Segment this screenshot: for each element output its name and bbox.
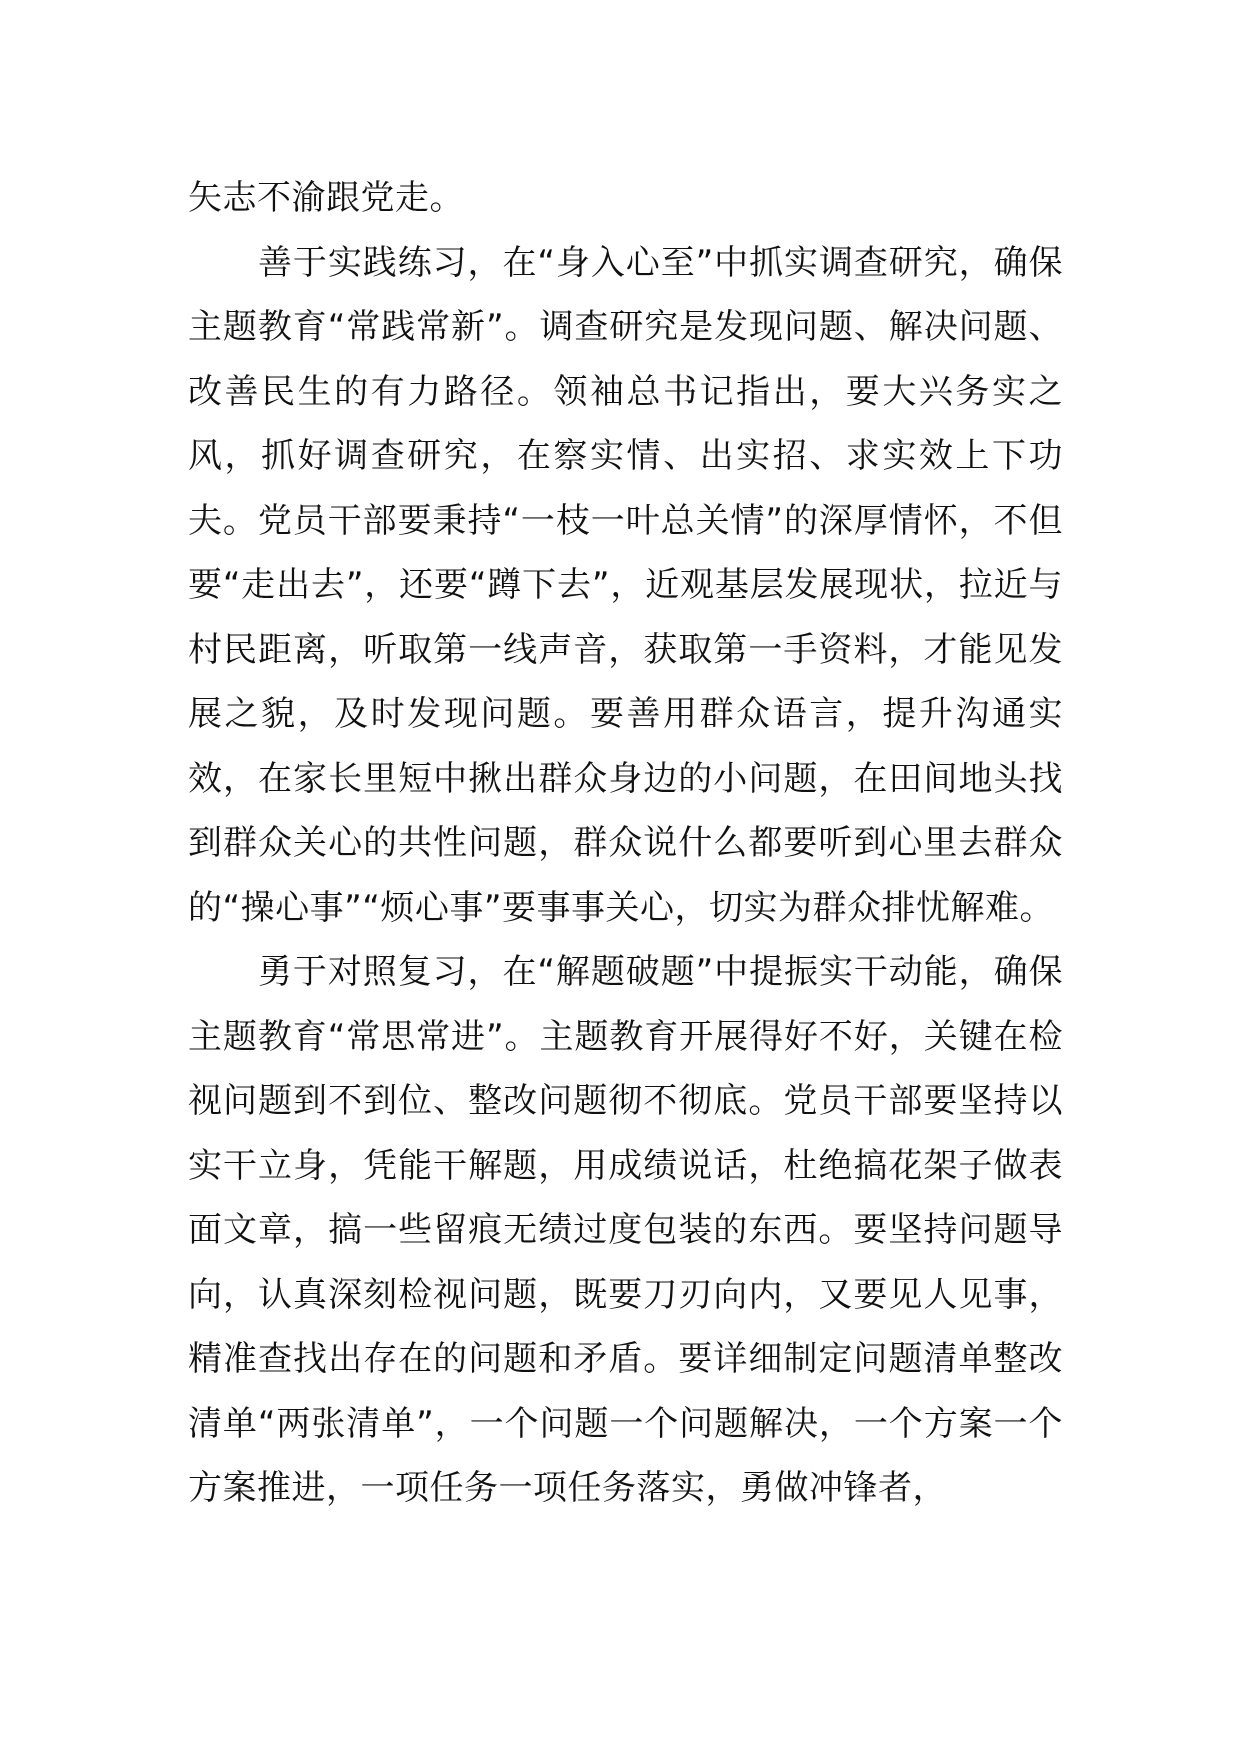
paragraph-continuation: 矢志不渝跟党走。 <box>188 178 464 218</box>
paragraph-review: 勇于对照复习，在“解题破题”中提振实干动能，确保主题教育“常思常进”。主题教育开展得好不好，关键在检视问题到不到位、整改问题彻不彻底。党员干部要坚持以实干立身，凭能干解题，用成绩说话，杜绝搞花架子做表面文章，搞一些留痕无绩过度包装的东西。要坚持问题导向，认真深刻检视问题，既要刀刃向内，又要见人见事，精准查找出存在的问题和矛盾。要详细制定问题清单整改清单“两张清单”，一个问题一个问题解决，一个方案一个方案推进，一项任务一项任务落实，勇做冲锋者， <box>188 952 1063 1508</box>
paragraph-practice: 善于实践练习，在“身入心至”中抓实调查研究，确保主题教育“常践常新”。调查研究是发现问题、解决问题、改善民生的有力路径。领袖总书记指出，要大兴务实之风，抓好调查研究，在察实情、出实招、求实效上下功夫。党员干部要秉持“一枝一叶总关情”的深厚情怀，不但要“走出去”，还要“蹲下去”，近观基层发展现状，拉近与村民距离，听取第一线声音，获取第一手资料，才能见发展之貌，及时发现问题。要善用群众语言，提升沟通实效，在家长里短中揪出群众身边的小问题，在田间地头找到群众关心的共性问题，群众说什么都要听到心里去群众的“操心事”“烦心事”要事事关心，切实为群众排忧解难。 <box>188 242 1063 928</box>
document-body <box>188 166 1063 1521</box>
